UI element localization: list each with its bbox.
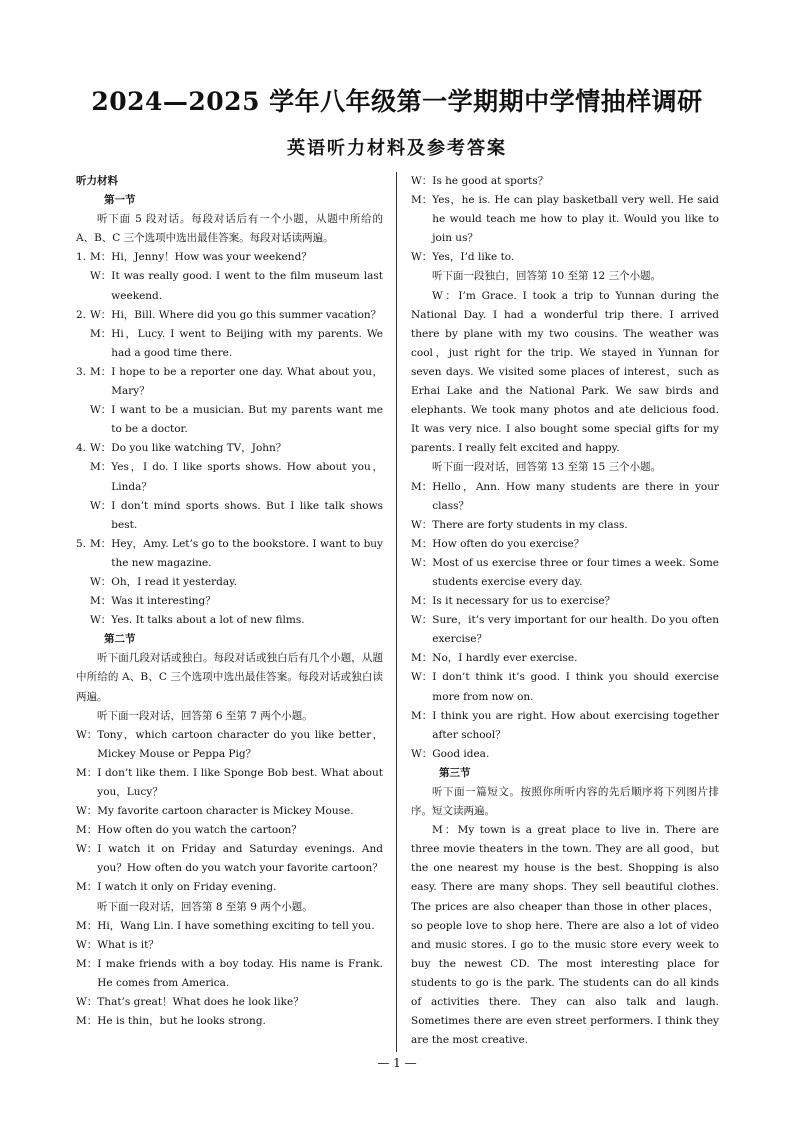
dialogue-line: Sure，it’s very important for our health. Do you often exercise？ [432, 614, 719, 646]
dialogue-3-reply [76, 401, 383, 439]
speaker: W： [90, 614, 112, 627]
dialogue-line: How often do you exercise？ [432, 537, 585, 550]
speaker: W： [411, 175, 433, 187]
speaker: M： [90, 365, 112, 378]
instruction: 听下面一段独白，回答第 10 至第 12 三个小题。 [432, 270, 662, 283]
dialogue-line: Hi，Bill. Where did you go this summer vacation？ [111, 308, 382, 321]
dialogue-line-row [411, 535, 719, 554]
dialogue-line: Good idea. [432, 747, 490, 760]
question-number: 4. [76, 442, 87, 455]
speaker: M： [411, 194, 433, 207]
dialogue-4-reply [76, 458, 383, 496]
speaker: W： [76, 805, 98, 818]
dialogue-line-row [76, 993, 383, 1012]
dialogue-8-continued [411, 172, 719, 267]
dialogue-line: I don’t like them. I like Sponge Bob best. What about you，Lucy？ [97, 766, 383, 798]
speaker: W： [411, 518, 433, 531]
instruction: 听下面一段对话，回答第 13 至第 15 三个小题。 [432, 461, 662, 474]
dialogue-line-row [76, 936, 383, 955]
column-divider [396, 172, 397, 1052]
dialogue-line-row [411, 611, 719, 649]
dialogue-2 [76, 306, 383, 325]
speaker: M： [76, 824, 98, 837]
speaker: W： [90, 308, 112, 321]
section-heading: 第二节 [104, 633, 136, 646]
speaker: M： [76, 957, 98, 970]
dialogue-line: Oh，I read it yesterday. [111, 575, 237, 588]
dialogue-line: I think you are right. How about exercising together after school？ [432, 709, 719, 741]
dialogue-line-row [411, 745, 719, 764]
dialogue-5 [76, 535, 383, 573]
question-number: 1. [76, 251, 87, 264]
dialogue-line-row [411, 172, 719, 191]
dialogue-5-reply-3 [76, 611, 383, 630]
dialogue-1 [76, 248, 383, 267]
dialogue-line-row [76, 955, 383, 993]
section-label: 听力材料 [76, 175, 118, 187]
dialogue-line: Yes，he is. He can play basketball very well. He said he would teach me how to play it. Would you like to join us？ [432, 194, 719, 245]
dialogue-line-row [411, 707, 719, 745]
dialogue-line-row [76, 840, 383, 878]
speaker: W： [411, 747, 433, 760]
speaker: M： [90, 461, 112, 474]
right-column [411, 172, 719, 1052]
page-subtitle: 英语听力材料及参考答案 [287, 138, 507, 159]
dialogue-line: I watch it only on Friday evening. [97, 881, 277, 894]
question-number: 3. [76, 365, 87, 378]
dialogue-line-row [411, 248, 719, 267]
section-heading: 第三节 [439, 766, 471, 779]
dialogue-line: How often do you watch the cartoon？ [97, 824, 302, 837]
dialogue-line: Hi，Lucy. I went to Beijing with my parents. We had a good time there. [111, 327, 383, 359]
dialogue-line-row [411, 554, 719, 592]
dialogue-line: Hi，Jenny！How was your weekend？ [111, 251, 312, 264]
speaker: M： [76, 881, 98, 894]
dialogue-line: Do you like watching TV，John？ [111, 442, 287, 455]
dialogue-line: There are forty students in my class. [432, 518, 628, 531]
instruction: 听下面一段对话，回答第 8 至第 9 两个小题。 [97, 900, 313, 913]
dialogue-5-reply-2 [76, 592, 383, 611]
page-title: 2024—2025 学年八年级第一学期期中学情抽样调研 [91, 87, 703, 116]
left-column [76, 172, 383, 1052]
dialogue-line: Yes，I do. I like sports shows. How about you，Linda？ [111, 461, 383, 493]
dialogue-line: Yes，I’d like to. [432, 251, 515, 264]
dialogue-line: I hope to be a reporter one day. What about you，Mary？ [111, 365, 383, 398]
dialogue-5-reply [76, 573, 383, 592]
dialogue-line: Hey，Amy. Let’s go to the bookstore. I want to buy the new magazine. [111, 537, 383, 569]
dialogue-line: I don’t think it’s good. I think you should exercise more from now on. [432, 671, 719, 703]
speaker: W： [76, 938, 98, 951]
section-heading: 第一节 [104, 194, 136, 207]
dialogue-line-row [76, 917, 383, 936]
dialogue-2-reply [76, 325, 383, 363]
dialogue-line: Hi，Wang Lin. I have something exciting to tell you. [97, 919, 375, 932]
dialogue-line-row [76, 764, 383, 802]
dialogue-line-row [76, 802, 383, 821]
question-number: 5. [76, 537, 87, 550]
speaker: W： [411, 671, 433, 684]
dialogue-3 [76, 363, 383, 401]
dialogue-line: It was really good. I went to the film museum last weekend. [111, 270, 383, 302]
dialogue-6 [76, 726, 383, 898]
question-number: 2. [76, 308, 87, 321]
dialogue-line: Tony，which cartoon character do you like better，Mickey Mouse or Peppa Pig？ [97, 728, 383, 760]
dialogue-line: Hello，Ann. How many students are there in your class？ [432, 480, 719, 512]
instruction: 听下面一篇短文。按照你所听内容的先后顺序将下列图片排序。短文读两遍。 [411, 786, 719, 818]
speaker: W： [411, 556, 433, 569]
dialogue-line-row [411, 516, 719, 535]
speaker: W： [411, 251, 433, 264]
speaker: M： [411, 709, 433, 722]
speaker: M： [411, 595, 433, 608]
dialogue-line-row [411, 668, 719, 706]
speaker: W： [90, 270, 112, 283]
dialogue-line: That’s great！What does he look like？ [97, 996, 304, 1009]
dialogue-line: I don’t mind sports shows. But I like talk shows best. [111, 499, 383, 531]
dialogue-line: What is it？ [97, 938, 159, 951]
dialogue-line-row [411, 478, 719, 516]
dialogue-line-row [76, 821, 383, 840]
speaker: M： [76, 919, 98, 932]
instruction: 听下面一段对话，回答第 6 至第 7 两个小题。 [97, 709, 313, 722]
speaker: W： [76, 996, 98, 1009]
dialogue-1-reply [76, 267, 383, 305]
dialogue-8 [76, 917, 383, 1032]
passage: M：My town is a great place to live in. There are three movie theaters in the town. They are all good，but the one nearest my house is the best. Shopping is also easy. There are many shops. They sell beautiful clothes. The prices are also cheaper than those in other places，so people love to shop here. There are also a lot of video and music stores. I go to the music store every week to buy the newest CD. The most interesting place for students to go is the park. The students can do all kinds of activities there. They can also talk and laugh. Sometimes there are even street performers. I think they are the most creative. [411, 824, 719, 1047]
dialogue-line: Most of us exercise three or four times a week. Some students exercise every day. [432, 556, 719, 588]
speaker: W： [90, 499, 112, 512]
speaker: W： [90, 442, 112, 455]
instruction: 听下面几段对话或独白。每段对话或独白后有几个小题，从题中所给的 A、B、C 三个选项中选出最佳答案。每段对话或独白读两遍。 [76, 652, 383, 703]
speaker: M： [90, 595, 112, 608]
speaker: M： [76, 766, 98, 779]
page-number: — 1 — [377, 1056, 417, 1070]
dialogue-4 [76, 439, 383, 458]
dialogue-line: No，I hardly ever exercise. [432, 652, 578, 665]
speaker: W： [90, 404, 112, 417]
speaker: M： [90, 327, 112, 340]
dialogue-line: He is thin，but he looks strong. [97, 1015, 266, 1028]
speaker: W： [76, 728, 98, 741]
dialogue-4-reply-2 [76, 497, 383, 535]
dialogue-line: Was it interesting？ [111, 595, 216, 608]
speaker: M： [411, 652, 433, 665]
instruction: 听下面 5 段对话。每段对话后有一个小题，从题中所给的 A、B、C 三个选项中选出最佳答案。每段对话读两遍。 [76, 213, 383, 245]
speaker: W： [411, 614, 433, 627]
dialogue-line-row [411, 191, 719, 248]
dialogue-line-row [76, 878, 383, 897]
speaker: M： [411, 480, 433, 493]
dialogue-line-row [76, 726, 383, 764]
dialogue-line: Yes. It talks about a lot of new films. [111, 614, 305, 627]
speaker: M： [90, 251, 112, 264]
speaker: M： [411, 537, 433, 550]
dialogue-line-row [411, 649, 719, 668]
dialogue-line: I want to be a musician. But my parents want me to be a doctor. [111, 404, 383, 436]
dialogue-line-row [76, 1012, 383, 1031]
speaker: W： [76, 843, 98, 856]
dialogue-line: My favorite cartoon character is Mickey Mouse. [97, 805, 354, 818]
dialogue-line: I make friends with a boy today. His name is Frank. He comes from America. [97, 957, 383, 989]
dialogue-line-row [411, 592, 719, 611]
speaker: W： [90, 575, 112, 588]
dialogue-line: Is he good at sports？ [432, 175, 549, 187]
dialogue-line: I watch it on Friday and Saturday evenings. And you？How often do you watch your favorite cartoon？ [97, 843, 383, 875]
speaker: M： [76, 1015, 98, 1028]
dialogue-line: Is it necessary for us to exercise？ [432, 595, 616, 608]
dialogue-13 [411, 478, 719, 764]
speaker: M： [90, 537, 112, 550]
monologue: W：I’m Grace. I took a trip to Yunnan during the National Day. I had a wonderful trip there. I arrived there by plane with my two cousins. The weather was cool，just right for the trip. We stayed in Yunnan for seven days. We visited some places of interest，such as Erhai Lake and the National Park. We saw birds and elephants. We took many photos and ate delicious food. It was very nice. I also bought some special gifts for my parents. I really felt excited and happy. [411, 289, 719, 455]
